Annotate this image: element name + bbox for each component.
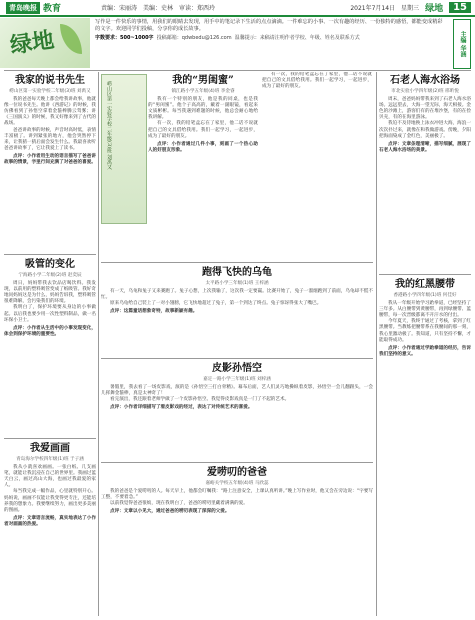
article-1 <box>4 72 96 252</box>
article-9 <box>379 276 471 616</box>
article-byline: 太平路小学三年级(1)班 王梓涵 <box>205 281 269 286</box>
column-divider <box>376 72 377 616</box>
article-comment: 点评：文章语言流畅，真实地表达了小作者对画画的热爱。 <box>4 515 96 527</box>
issue-date: 2021年7月14日 星期三 <box>350 5 420 12</box>
article-title: 我爱画画 <box>30 443 70 454</box>
editor-meta: 责编：宋丽涛 美编：史林 审读：郑西玲 <box>101 5 216 12</box>
article-paragraph: 有一天，乌龟和兔子又来赛跑了。兔子心想，上次我输了，这次我一定要赢。比赛开始了，兔子一溜烟跑到了前面，乌龟却不慌不忙。 <box>101 289 373 301</box>
article-title: 我的红黑腰带 <box>395 279 455 290</box>
article-title: 皮影孙悟空 <box>212 363 262 374</box>
article-2 <box>4 256 96 436</box>
article-byline: 镇江路小学五年级(4)班 李金睿 <box>171 89 235 94</box>
article-paragraph: 看完演出，我还跟着老师学做了一个皮影孙悟空。我觉得皮影戏真是一门了不起的艺术。 <box>110 397 290 403</box>
article-paragraph: 我的爸爸每天晚上都会给我讲故事，他就像一位说书先生。他讲《西游记》的时候，我仿佛看到了孙悟空拿着金箍棒腾云驾雾；讲《三国演义》的时候，我又好像来到了古代的战场。 <box>4 97 96 127</box>
article-byline: 市北实验小学四年级(2)班 邢昕悦 <box>391 89 459 94</box>
divider <box>379 274 471 275</box>
divider <box>4 70 471 71</box>
article-title: 我家的说书先生 <box>15 75 85 86</box>
article-paragraph: 周末，爸爸妈妈带我来到了石老人海水浴场。远远望去，大海一望无际，海天相接。金色的沙滩上，游客们有的在堆沙堡，有的在捡贝壳，有的在海里游泳。 <box>379 97 471 121</box>
article-title: 我的“男闺蜜” <box>172 75 234 86</box>
page-header <box>0 0 475 15</box>
article-comment: 点评：这篇童话想象奇特，故事新颖有趣。 <box>110 309 198 315</box>
article-comment: 点评：小作者从生活中的小事发现变化，体会到保护环境的重要性。 <box>4 325 96 337</box>
article-byline: 嘉峪关学校五年级(4)班 马欣蕊 <box>205 481 269 486</box>
article-byline: 香港路小学四年级(1)班 何佳好 <box>393 293 457 298</box>
article-comment: 点评：文章以小见大，通过爸爸的唠叨表现了深深的父爱。 <box>110 509 230 515</box>
article-4-continued <box>262 72 372 260</box>
column-divider <box>98 72 99 616</box>
article-paragraph: 爸爸讲故事的时候，声音时高时低，表情丰富极了。讲到紧张的地方，他会突然停下来，让我猜一猜后面会发生什么。我最喜欢听爸爸讲故事了，它让我爱上了读书。 <box>4 127 96 151</box>
email-label: 投稿邮箱： <box>156 34 182 41</box>
article-byline: 崂山区第一实验学校二年级(3)班 刘禹又 <box>9 89 91 94</box>
article-7 <box>101 464 373 616</box>
article-paragraph: 我从小就喜欢画画。一张白纸、几支画笔，就能让我沉浸在自己的世界里。我画过蓝天白云，画过高山大海，也画过我最爱的家人。 <box>4 465 96 489</box>
article-byline: 嘉定一路小学三年级(1)班 刘梓涵 <box>203 377 271 382</box>
article-paragraph: 有一次，我的铅笔盒忘在了家里，他二话不说就把自己的文具借给我用。我们一起学习，一起进步，成为了最好的朋友。 <box>262 72 372 90</box>
article-paragraph: 我从一年级开始学习跆拳道，已经坚持了三年多。从白腰带到黄腰带，再到绿腰带、蓝腰带，每一次晋级都离不开汗水的付出。 <box>379 301 471 319</box>
leaf-icon <box>60 24 82 54</box>
word-requirement: 字数要求：500~1000字 <box>95 34 154 41</box>
article-title: 吸管的变化 <box>25 259 75 270</box>
divider <box>4 254 96 255</box>
submission-email[interactable]: qdwbedu@126.com <box>181 34 232 41</box>
article-5 <box>101 264 373 356</box>
submission-info <box>95 35 445 42</box>
article-paragraph: 每当我完成一幅作品，心里就特别开心。妈妈说，画画不仅能让我变得更专注，还能培养我的想象力。我要继续努力，画出更多美丽的图画。 <box>4 489 96 513</box>
article-paragraph: 暑假里，我去看了一场皮影戏，演的是《孙悟空三打白骨精》。幕布后面，艺人们灵巧地操纵着皮影，孙悟空一会儿翻跟头，一会儿挥舞金箍棒，真是太神奇了！ <box>101 385 373 397</box>
article-paragraph: 周日，妈妈带我去饮品店喝饮料。我发现，以前用的塑料吸管变成了纸吸管。我好奇地问妈妈这是为什么，妈妈告诉我，塑料吸管很难降解，会污染我们的环境。 <box>4 281 96 305</box>
column-masthead <box>0 18 90 68</box>
article-title: 跑得飞快的乌龟 <box>202 267 272 278</box>
article-8 <box>379 72 471 272</box>
article-paragraph: 我的爸爸是个爱唠叨的人。每天早上，他都会叮嘱我：“路上注意安全，上课认真听讲。”晚上写作业时，他又会在旁边说：“字要写工整，不要着急。” <box>101 489 373 501</box>
photo-caption: 崂山区第一实验学校二年级(3)班 刘禹又 <box>106 81 112 170</box>
masthead-title: 绿地 <box>8 27 56 59</box>
article-4 <box>148 72 258 260</box>
article-comment: 点评：小作者详细描写了看皮影戏的经过，表达了对传统艺术的喜爱。 <box>110 405 253 411</box>
article-paragraph: 今年夏天，我终于通过了考核，拿到了红黑腰带。当教练把腰带系在我腰间的那一刻，我心里激动极了。我知道，只有坚持不懈，才能取得成功。 <box>379 319 471 343</box>
section-name: 教育 <box>43 4 62 14</box>
divider <box>101 462 373 463</box>
article-comment: 点评：文章条理清晰，描写细腻，展现了石老人海水浴场的美景。 <box>379 141 471 153</box>
header-rule <box>0 15 475 17</box>
page-number: 15 <box>449 2 471 13</box>
article-title: 石老人海水浴场 <box>390 75 460 86</box>
article-byline: 青岛海尔学校四年级(1)班 于子涵 <box>16 457 84 462</box>
article-comment: 点评：小作者用生动的语言描写了爸爸讲故事的情景，字里行间充满了对爸爸的喜爱。 <box>4 153 96 166</box>
article-comment: 点评：小作者通过几件小事，刻画了一个热心助人的好朋友形象。 <box>148 141 258 153</box>
intro-text: 写作是一件快乐的事情，用我们的眼睛去发现，用手中的笔记录下生活的点点滴滴。一件难忘的小事、一次有趣的经历、一份独特的感悟，都能变成精彩的文字。欢迎同学们投稿，分享你的成长故事。 <box>95 19 443 33</box>
article-paragraph: 原来乌龟给自己装上了一对小翅膀，它飞快地超过了兔子，第一个到达了终点。兔子惊讶得张大了嘴巴。 <box>110 301 322 307</box>
divider <box>101 262 373 263</box>
divider <box>101 358 373 359</box>
article-comment: 点评：小作者通过学跆拳道的经历，告诉我们坚持的意义。 <box>379 345 471 357</box>
article-byline: 宁海路小学二年级(2)班 赵奕辰 <box>18 273 82 278</box>
column-intro <box>95 19 445 42</box>
article-paragraph: 我有一个特别的朋友，他是我的同桌，也是我的“男闺蜜”。他个子高高的，戴着一副眼镜，看起来文质彬彬。每当我遇到难题的时候，他总会耐心地给我讲解。 <box>148 97 258 121</box>
article-6 <box>101 360 373 460</box>
submission-note: 温馨提示：来稿请注明作者学校、年级、姓名及联系方式 <box>234 34 360 41</box>
divider <box>4 438 96 439</box>
newspaper-logo: 青岛晚报 <box>6 2 40 14</box>
article-paragraph: 我明白了，保护环境要从身边的小事做起。以后我也要少用一次性塑料制品，做一名环保小卫士。 <box>4 305 96 323</box>
article-title: 爱唠叨的爸爸 <box>207 467 267 478</box>
article-paragraph: 有一次，我的铅笔盒忘在了家里，他二话不说就把自己的文具借给我用。我们一起学习，一起进步，成为了最好的朋友。 <box>148 121 258 139</box>
article-paragraph: 我迫不及待地换上泳衣冲进大海，海浪一次次扑过来，就像在和我做游戏。傍晚，夕阳把海面染成了金红色，美丽极了。 <box>379 121 471 139</box>
column-side-tag: 主编 华涵 <box>453 19 471 69</box>
student-photo <box>101 74 147 224</box>
section-label: 绿地 <box>425 4 444 14</box>
article-3 <box>4 440 96 616</box>
article-paragraph: 以前我觉得爸爸很烦，现在我明白了，爸爸的唠叨里藏着满满的爱。 <box>110 501 248 507</box>
